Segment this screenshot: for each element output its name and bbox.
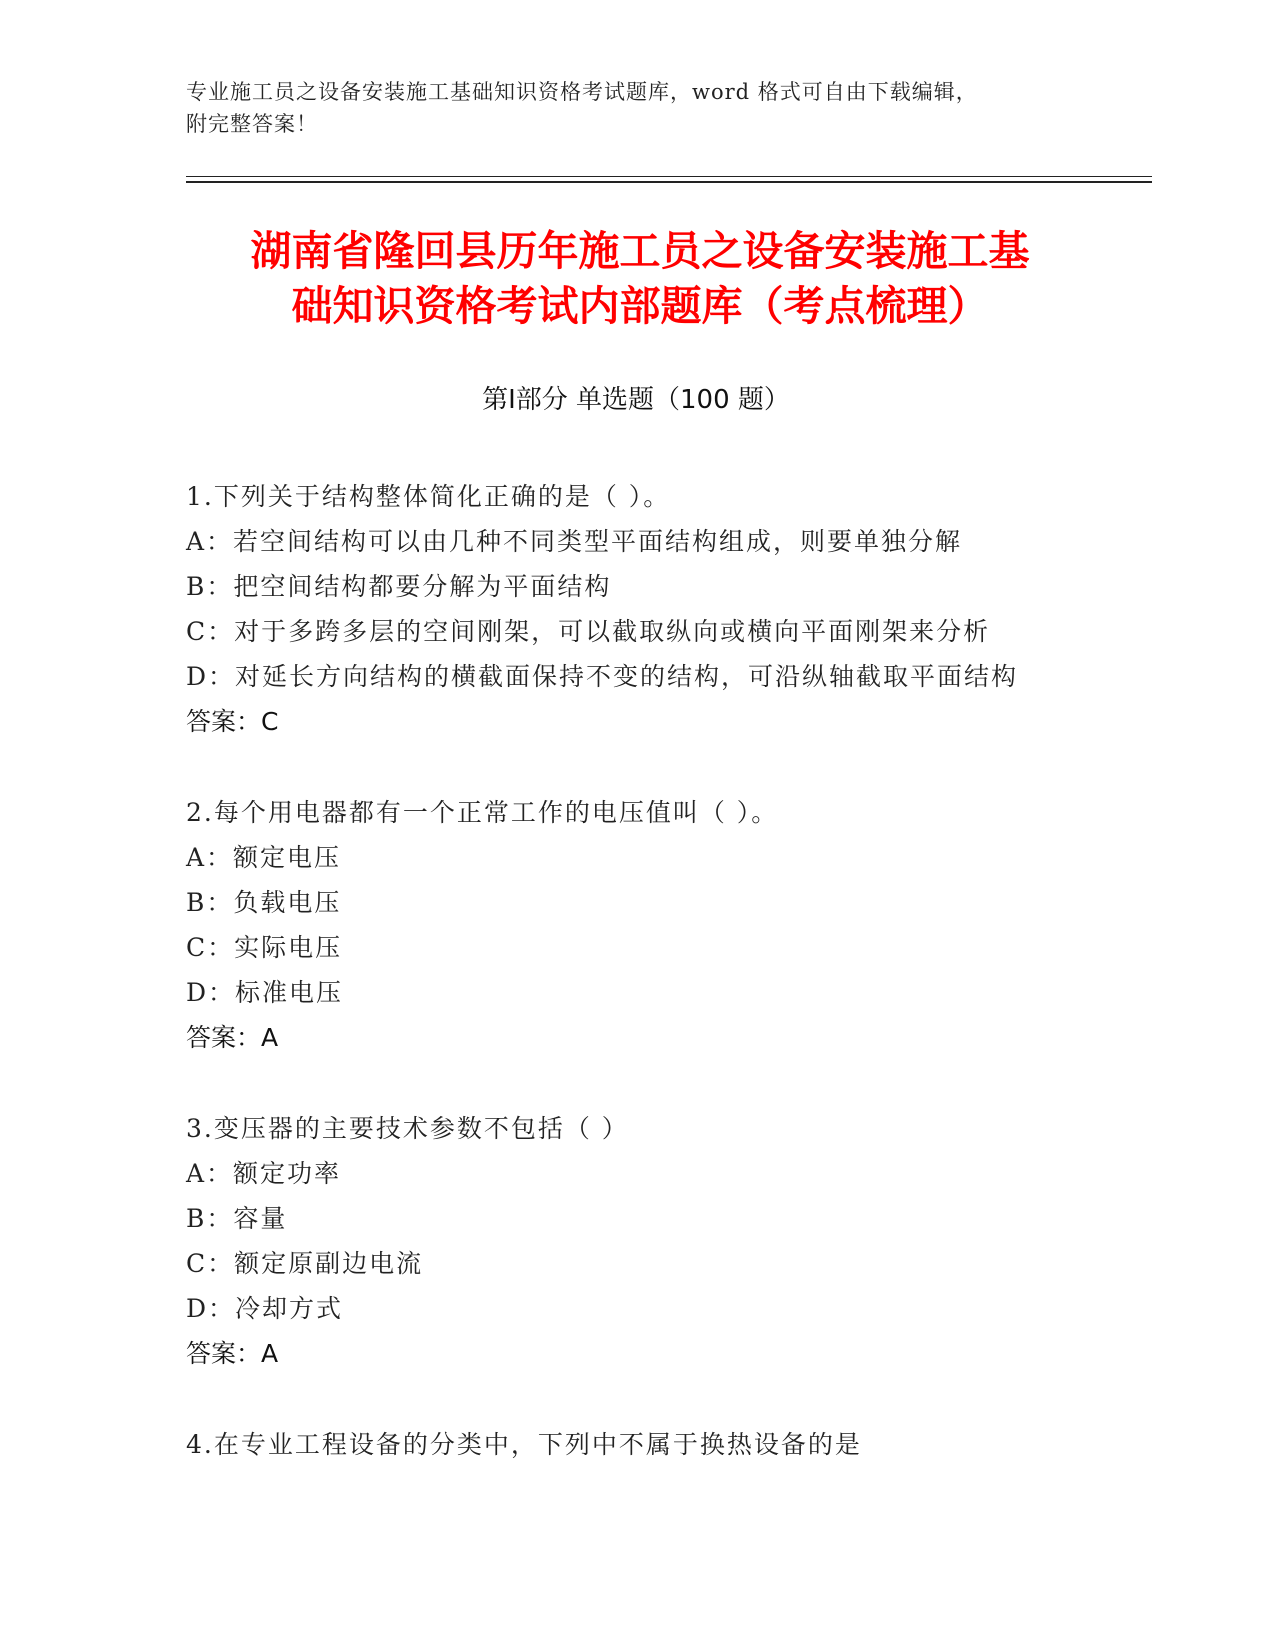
answer: 答案：C xyxy=(186,707,279,736)
option-d: D：对延长方向结构的横截面保持不变的结构，可沿纵轴截取平面结构 xyxy=(186,662,1019,691)
question-1 xyxy=(186,474,1146,744)
question-text: 3.变压器的主要技术参数不包括（ ） xyxy=(186,1114,629,1143)
document-title xyxy=(190,224,1090,334)
document-title-line-2: 础知识资格考试内部题库（考点梳理） xyxy=(291,282,989,330)
question-text: 1.下列关于结构整体简化正确的是（ ）。 xyxy=(186,482,671,511)
question-text: 2.每个用电器都有一个正常工作的电压值叫（ ）。 xyxy=(186,798,779,827)
header-divider-thin xyxy=(186,176,1152,177)
option-b: B：把空间结构都要分解为平面结构 xyxy=(186,572,612,601)
question-4 xyxy=(186,1422,1146,1467)
header-note xyxy=(186,76,1086,140)
option-a: A：额定功率 xyxy=(186,1159,342,1188)
header-divider-thick xyxy=(186,181,1152,183)
option-a: A：若空间结构可以由几种不同类型平面结构组成，则要单独分解 xyxy=(186,527,963,556)
option-d: D：标准电压 xyxy=(186,978,344,1007)
option-b: B：容量 xyxy=(186,1204,288,1233)
header-note-line-2: 附完整答案！ xyxy=(186,112,318,136)
question-3 xyxy=(186,1106,1146,1376)
document-title-line-1: 湖南省隆回县历年施工员之设备安装施工基 xyxy=(250,227,1030,275)
answer: 答案：A xyxy=(186,1339,279,1368)
option-c: C：额定原副边电流 xyxy=(186,1249,424,1278)
question-text: 4.在专业工程设备的分类中，下列中不属于换热设备的是 xyxy=(186,1430,862,1459)
option-b: B：负载电压 xyxy=(186,888,342,917)
question-list xyxy=(186,474,1146,1513)
option-c: C：对于多跨多层的空间刚架，可以截取纵向或横向平面刚架来分析 xyxy=(186,617,991,646)
header-note-line-1: 专业施工员之设备安装施工基础知识资格考试题库，word 格式可自由下载编辑， xyxy=(186,80,978,104)
option-d: D：冷却方式 xyxy=(186,1294,344,1323)
question-2 xyxy=(186,790,1146,1060)
option-c: C：实际电压 xyxy=(186,933,343,962)
answer: 答案：A xyxy=(186,1023,279,1052)
section-title: 第Ⅰ部分 单选题（100 题） xyxy=(482,385,790,415)
option-a: A：额定电压 xyxy=(186,843,342,872)
